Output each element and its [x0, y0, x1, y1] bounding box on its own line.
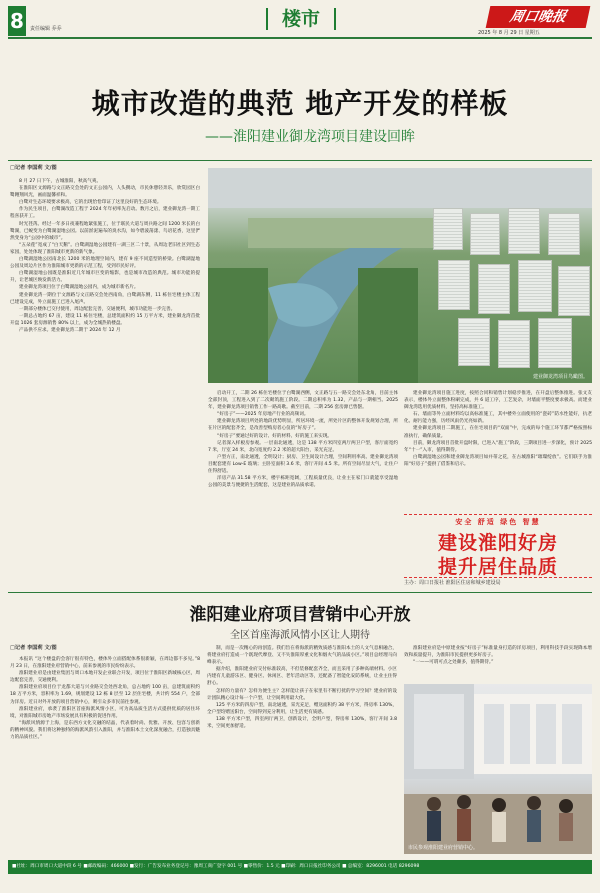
paragraph: 白鹭对生态环境要求极高，它的出现恰恰印证了这里良好的生态环境。	[19, 200, 162, 206]
paragraph: “五朵莲”宽成了“白天鹅”。白鹭湖湿地公园建有一湖三区二十景，从周边老旧社区到生态家园，处处体现了淮阳城市更新的新气象。	[10, 242, 200, 255]
paragraph: 记者深入样板房参观。一层南北通透，这是 138 平方米四室两厅两卫户型，客厅面宽约 7 米，厅室 24 米，北向宽度约 2.2 米的超大阳台，采光充足。	[208, 440, 398, 453]
paragraph: 白鹭湖湿地公园既是淮阳近几年城市巨变的缩影，也是城市改造的典范。城市功能的提升，让老城区焕发新活力。	[10, 271, 200, 284]
paragraph: “好房子”——2025 年房地产行业的高频词。	[217, 412, 309, 418]
article1-rule	[8, 160, 592, 161]
aerial-photo-caption: 建业御龙湾项目鸟瞰图。	[532, 374, 588, 380]
paragraph: 建业御龙湾项目位于白鹭湖湿地公园内，成为城市新名片。	[19, 285, 139, 291]
paragraph: 8 月 27 日下午，古城淮阳，秋高气爽。	[19, 179, 102, 184]
slogan-line2: 提升居住品质	[437, 556, 558, 578]
sales-center-caption: 市民参观淮阳建业府营销中心。	[408, 845, 479, 851]
article2-column-right	[404, 645, 592, 681]
article1-column-right	[404, 390, 592, 512]
paragraph: 时光荏苒。经过一年多日夜兼程地紧张施工，位于联民大道与周兵路之间 1200 米长的白鹭湖，已蜕变为白鹭湖湿地公园。以前淤泥遍布的臭水沟，如今碧波荡漾、鸟语花香，这里俨然变身为“公园中的城市”。	[10, 221, 200, 241]
paragraph: 淮阳建业府，承袭了淮阳区首座海派风情小区，可为高品质生活方式提供优质的居住环境，对淮阳城市房地产市场发展具有积极的促进作用。	[10, 706, 200, 719]
editor-line: 责任编辑 乔乔	[30, 26, 62, 32]
paragraph: 白鹭湖湿地公园南北长 1200 米的地理空间内，建有 9 座不同造型的桥梁。白鹭湖湿地公园及周边片区作为淮阳城市更新的示范工程，受到市民好评。	[10, 257, 200, 270]
paragraph: 在淮阳区文源路与文正路交会处的文正公园内，人头攒动，市民休憩轻奔乐，欣赏园区白鹭翱翔风光，画面温馨祥和。	[10, 186, 200, 199]
paragraph: 建业御龙湾项目二期施工，在住宅项目的“双面”中，完成的每个施工环节都严格按照标准执行，确保质量。	[404, 426, 592, 439]
article2-column-middle	[207, 645, 397, 854]
slogan-small: 安全 舒适 绿色 智慧	[455, 518, 541, 526]
paragraph: “好房子”要通过好的设计、好的材料、好的施工来实现。	[217, 433, 333, 439]
paragraph: 本报讯 “这个楼盘的会客厅很有特色，楼体外立面搭配体系很新颖，在周边都不多见。”8 月 23 日，在淮阳建业府营销中心，前来参观的市民纷纷表示。	[10, 657, 200, 670]
paragraph: “一——可谓可点之处颇多，值得期待。”	[413, 660, 494, 666]
article1-subtitle: ——淮阳建业御龙湾项目建设回眸	[205, 129, 415, 145]
footer-bar: ■社址：周口市周口大道中段 6 号 ■邮政编码：466000 ■发行：广告发布业务登记号：豫周工商广登字 001 号 ■零售价：1.5 元 ■印刷：周口日报社印务公司 ■ 总编室：8296001 电话 8296098	[8, 860, 592, 874]
paragraph: 作为民生项目，白鹭湖改造工程于 2024 年年初率先启动。数月之后，建业御龙湾一期工程喜获开工。	[10, 207, 200, 220]
slogan-line1: 建设淮阳好房	[437, 532, 558, 554]
paragraph: 建业御龙湾项目所处的地段优势明显，所居环境一流，所处片区的整体开发规划合理，所在片区的配套齐全，是改善型购房者心仪的“好房子”。	[208, 419, 398, 432]
paragraph: 淮阳建业府是由建业集团与周口本地开发企业联合开发，项目位于淮阳区新城核心区，周边配套完善，交通便利。	[10, 671, 200, 684]
paragraph: 一期总占地约 67 亩，建设 11 栋住宅楼，总建筑面积约 15 万平方米，建业御龙湾首批开盘 1026 套房源销售 80% 以上，成为全城热销楼盘。	[10, 313, 200, 326]
sales-center-photo-drawing	[404, 684, 592, 854]
slogan-box	[404, 514, 592, 578]
header-rule	[8, 37, 592, 39]
paragraph: “海派风情源于上海，是东西方文化交融的结晶，代表着时尚、优雅、开放、包容与创新的精神风貌。我们将这种独特的海派风韵引入淮阳，并与淮阳本土文化深度融合，打造独具魅力的品质社区。”	[10, 720, 200, 741]
paragraph: 制，而是一次精心的再创造。我们旨在将海派的精致质感与淮阳本土的人文气息相融合，将建业府打造成一个既现代摩登、又不失淮阳厚重文化和烟火气的品质小区。”项目总经理马向峰表示。	[207, 646, 397, 666]
paragraph: 洋房产品 31.58 平方米，楼宇栋距宽阔，工程质量优良，让业主在家门口就能享受湿地公园的美景与便捷的生活配套，这是建业的品质承诺。	[208, 476, 398, 489]
paragraph: 淮阳建业府项目位于龙都大道与兴业路交会处西北角，总占地约 100 亩，总建筑面积约 18 万平方米，容积率为 1.69，规划建设 12 栋 8 层至 12 层住宅楼，共计约 554 户，全部为洋房。近日对外开放的项目营销中心，吸引众多市民前往参观。	[10, 685, 200, 705]
paragraph: 淮阳建业府是中原建业按“好房子”标准量身打造的洋房项目，利用科技手段实现降本增效和质量提升，为淮阳市民提供更多好房子。	[404, 646, 592, 659]
paragraph: 138 平方米户型，四室两厅两卫，创新设计，全明户型，得房率 130%，客厅开间 3.8 米，空间更加舒适。	[207, 716, 397, 730]
paragraph: 怎样的力量有？怎样为便生主？怎样能让孩子在家里有不断打扰的学习空间？建业府的设计团队精心设计每一个户型，让空间利用最大化。	[207, 688, 397, 701]
section-title: 楼市	[262, 4, 340, 34]
article2-byline: □记者 李国莉 文/图	[10, 645, 57, 651]
paragraph: 户型方正，南北通透，全明设计；厨房、卫生间设计合理，空间利用率高。建业御龙湾项目配套建有 Low-E 玻璃；主卧室面积 3.6 米，客厅开间 4.5 米。所有空间尽显大气，让住户住得舒适。	[208, 454, 398, 475]
article2-title: 淮阳建业府项目营销中心开放	[189, 605, 411, 625]
paragraph: 125 平方米的四房户型，南北通透，采光充足，赠送面积约 38 平方米，得房率 130%，全户型均赠送阳台，空间得到充分利用，让生活更有质感。	[207, 702, 397, 715]
article2-rule	[8, 592, 592, 593]
paragraph: 据介绍，淮阳建业府交付标准较高，不但装修配套齐全，而且采用了多种高端材料。小区内建有儿童游乐区、健身区、休闲区、老年活动区等，还配备了智能化安防系统，让业主住得舒心。	[207, 667, 397, 687]
article2-column-left	[10, 656, 200, 854]
paragraph: 启动开工，二期 26 栋住宅楼位于白鹭湖西侧，文正路与五一路交会处东北角，目前主体全部封顶，工程进入到了二次砌筑施工阶段。二期总积率为 1.32，产品与一期相当。2025 年，建业御龙湾项目销售工作一路高歌。截至目前，二期 256 套房源已售罄。	[208, 391, 398, 411]
paragraph: 建业御龙湾项目施工进度，按照合同和销售计划稳步推进，在开盘后整体推进。张文友表示，楼体外立面整体粉刷完成，共 6 道工序，工艺复杂，对墙面平整度要求极高。而建业御龙湾选用优质材料，坚持高标准施工。	[404, 391, 592, 411]
paragraph: 建业御龙湾一期位于文源路与文正路交会处西南角，白鹭湖东侧，11 栋住宅楼主体工程已建设完成，外立面施工已进入尾声。	[10, 292, 200, 305]
paragraph: 一期部分楼体已交付使用，周边配套完善，交通便利，城市功能进一步完善。	[19, 306, 176, 312]
page-number: 8	[8, 6, 26, 36]
aerial-photo	[208, 168, 592, 383]
article1-byline: □记者 李国莉 文/图	[10, 165, 57, 171]
article2-subtitle: 全区首座海派风情小区让人期待	[230, 630, 370, 641]
sales-center-photo	[404, 684, 592, 854]
paragraph: 产品供不应求。建业御龙湾二期于 2024 年 12 月	[19, 327, 121, 333]
date-line: 2025 年 8 月 29 日 星期五	[478, 30, 540, 36]
article1-title: 城市改造的典范 地产开发的样板	[91, 87, 509, 120]
paragraph: 石、墙面等外立面材料均以高标准施工，其中楼外立面使用的“瓷砖”防水性能好，抗老化、耐污能力强，历经风雨仍光亮如新。	[404, 412, 592, 425]
paragraph: 目前，御龙湾项目首批开盘时限，已进入“施工”阶段，三期项目进一步深化，预计 2025 年“十一”入市，值得期待。	[404, 440, 592, 453]
paragraph: 白鹭湖湿地公园和建业御龙湾项目如并蒂之花，在古城淮阳“璀璨绽放”。它们联手为淮阳“好房子”提供了借鉴和启示。	[404, 454, 592, 467]
newspaper-logo: 周口晚报	[486, 6, 591, 28]
sponsor-credit: 主办：周口日报社 淮阳区住房和城乡建设局	[404, 580, 501, 586]
